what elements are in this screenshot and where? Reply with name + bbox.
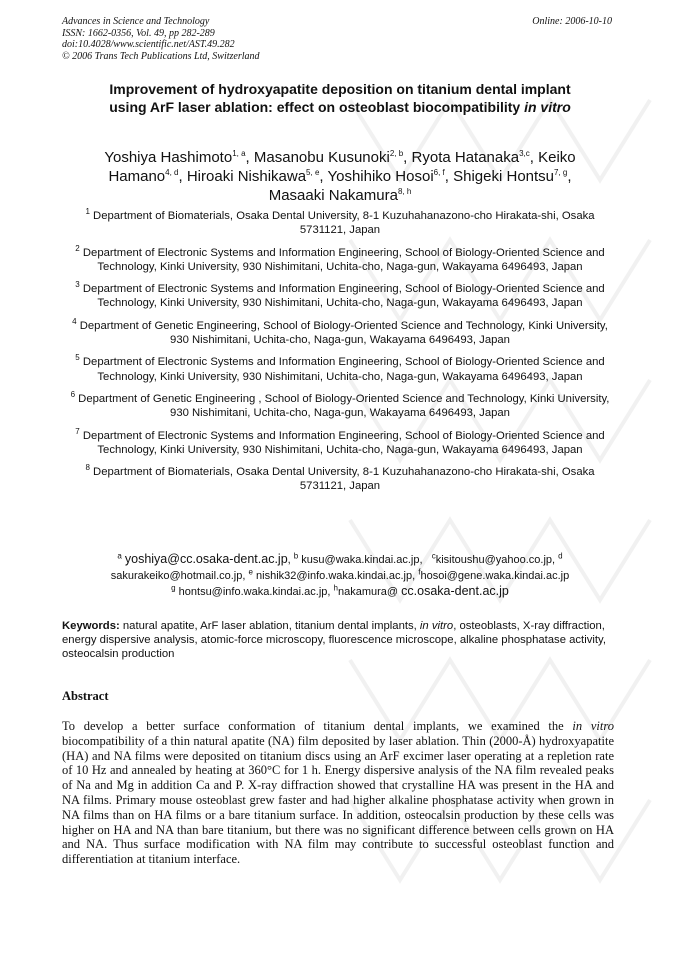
title-line-2: [62, 99, 618, 117]
issn-line: ISSN: 1662-0356, Vol. 49, pp 282-289: [62, 27, 215, 39]
title-line-1: Improvement of hydroxyapatite deposition on titanium dental implant: [109, 81, 571, 97]
affiliation-list: [62, 209, 618, 502]
email-e[interactable]: nishik32@info.waka.kindai.ac.jp: [256, 569, 413, 582]
author: Keiko Hamano$^{4, d}$,: [108, 149, 576, 185]
affiliation: $^8$ Department of Biomaterials, Osaka Dental University, 8-1 Kuzuhahanazono-cho Hirakata-shi, Osaka 5731121, Japan: [85, 463, 595, 493]
affiliation: $^3$ Department of Electronic Systems and Information Engineering, School of Biology-Oriented Science and Technology, Kinki University, 930 Nishimitani, Uchita-cho, Naga-gun, Wakayama 6496493, Japan: [75, 280, 605, 310]
affiliation: $^7$ Department of Electronic Systems and Information Engineering, School of Biology-Oriented Science and Technology, Kinki University, 930 Nishimitani, Uchita-cho, Naga-gun, Wakayama 6496493, Japan: [75, 426, 605, 456]
keywords: Keywords: natural apatite, ArF laser ablation, titanium dental implants, in vitro, osteoblasts, X-ray diffraction, energy dispersive analysis, atomic-force microscopy, fluorescence microscope, alkaline phosphatase activity, osteocalsin production: [62, 620, 606, 661]
affiliation: $^6$ Department of Genetic Engineering , School of Biology-Oriented Science and Technology, Kinki University, 930 Nishimitani, Uchita-cho, Naga-gun, Wakayama 6496493, Japan: [70, 390, 610, 420]
email-g[interactable]: hontsu@info.waka.kindai.ac.jp: [178, 586, 328, 598]
journal-name: Advances in Science and Technology: [62, 16, 210, 27]
affiliation: $^4$ Department of Genetic Engineering, School of Biology-Oriented Science and Technology, Kinki University, 930 Nishimitani, Uchita-cho, Naga-gun, Wakayama 6496493, Japan: [72, 317, 608, 347]
author: Hiroaki Nishikawa$^{5, e}$,: [186, 168, 328, 185]
affiliation: $^2$ Department of Electronic Systems and Information Engineering, School of Biology-Oriented Science and Technology, Kinki University, 930 Nishimitani, Uchita-cho, Naga-gun, Wakayama 6496493, Japan: [75, 243, 605, 273]
doi-line: doi:10.4028/www.scientific.net/AST.49.282: [62, 39, 235, 50]
author: Masanobu Kusunoki$^{2, b}$,: [253, 149, 412, 166]
email-a[interactable]: yoshiya@cc.osaka-dent.ac.jp: [124, 552, 288, 566]
affiliation: $^5$ Department of Electronic Systems and Information Engineering, School of Biology-Oriented Science and Technology, Kinki University, 930 Nishimitani, Uchita-cho, Naga-gun, Wakayama 6496493, Japan: [75, 353, 605, 383]
online-date: Online: 2006-10-10: [532, 16, 612, 27]
title-italic: in vitro: [524, 98, 571, 115]
affiliation: $^1$ Department of Biomaterials, Osaka Dental University, 8-1 Kuzuhahanazono-cho Hirakata-shi, Osaka 5731121, Japan: [85, 207, 595, 237]
email-c[interactable]: kisitoushu@yahoo.co.jp: [435, 554, 553, 566]
abstract-text: To develop a better surface conformation of titanium dental implants, we examined the in vitro biocompatibility of a thin natural apatite (NA) film deposited by laser ablation. Thin (2000-Å) hydroxyapatite (HA) and NA films were deposited on titanium discs using an ArF excimer laser operating at a repletion rate of 10 Hz and annealed by heating at 360°C for 1 h. Energy dispersive analysis of the NA film revealed peaks of Na and Mg in addition Ca and P. X-ray diffraction showed that crystalline HA was present in the HA and NA films. Primary mouse osteoblast grew faster and had higher alkaline phosphatase activity when grown in NA films than on HA films or a bare titanium surface. In addition, osteocalsin production by these cells was higher on HA and NA than bare titanium, but there was no significant difference between cells grown on HA and NA. Thus surface modification with NA film may contribute to successful osteoblast function and differentiation at titanium interface.: [62, 719, 614, 867]
keywords-label: Keywords:: [62, 620, 120, 632]
author: Yoshiya Hashimoto$^{1, a}$,: [104, 149, 254, 166]
email-d[interactable]: sakurakeiko@hotmail.co.jp: [110, 569, 243, 582]
journal-header: [62, 16, 260, 62]
title-line-2-text: using ArF laser ablation: effect on osteoblast biocompatibility: [109, 98, 525, 115]
copyright-line: © 2006 Trans Tech Publications Ltd, Switzerland: [62, 50, 260, 62]
email-b[interactable]: kusu@waka.kindai.ac.jp: [301, 554, 420, 566]
author: Yoshihiko Hosoi$^{6, f}$,: [327, 168, 454, 185]
abstract-heading: Abstract: [62, 689, 109, 703]
paper-title: [62, 81, 618, 116]
author: Shigeki Hontsu$^{7, g}$,: [453, 168, 572, 185]
email-f[interactable]: hosoi@gene.waka.kindai.ac.jp: [420, 569, 570, 582]
email-list: $^a$ yoshiya@cc.osaka-dent.ac.jp, $^b$ kusu@waka.kindai.ac.jp, $^c$kisitoushu@yahoo.co.jp, $^d$ sakurakeiko@hotmail.co.jp, $^e$ nishik32@info.waka.kindai.ac.jp, $^f$hosoi@gene.waka.kindai.ac.jp $^g$ hontsu@info.waka.kindai.ac.jp, $^h$nakamura@ cc.osaka-dent.ac.jp: [110, 551, 570, 598]
author-list: [72, 148, 608, 205]
author: Ryota Hatanaka$^{3,c}$,: [411, 149, 539, 166]
author: Masaaki Nakamura$^{8, h}$: [268, 187, 412, 204]
email-h[interactable]: nakamura@ cc.osaka-dent.ac.jp: [338, 584, 509, 598]
